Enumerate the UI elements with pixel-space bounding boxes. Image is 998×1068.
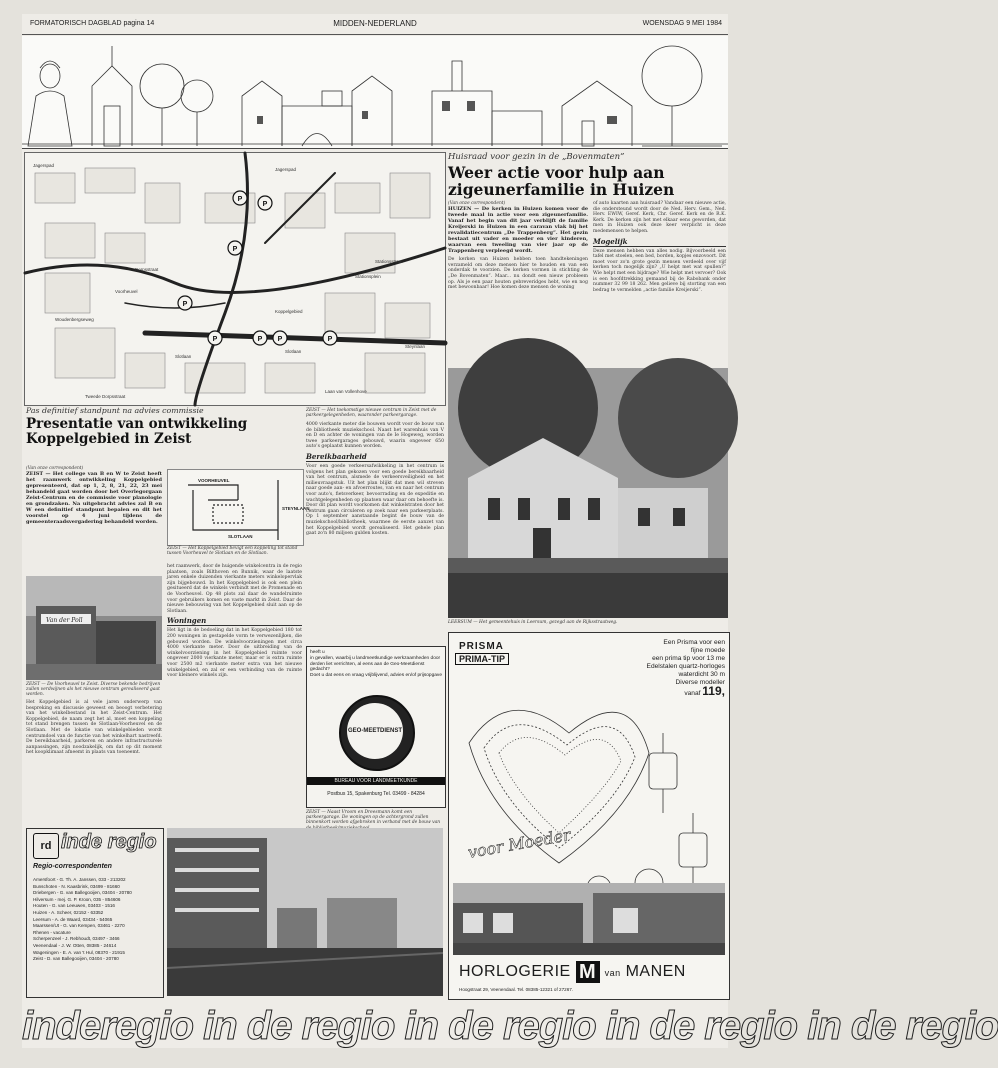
regio-box [26,828,164,998]
bereikbaarheid-subhead: Bereikbaarheid [306,452,444,462]
regio-item: Leersum - A. de Waard, 03434 - 54065 [33,916,113,922]
regio-title: Regio-correspondenten [33,863,112,870]
m-logo-icon: M [576,961,600,983]
van-manen-shop-photo [453,883,725,955]
van-manen-address: Hoogstraat 29, Veenendaal. Tel. 08385-12321 of 27267. [459,987,574,992]
footer-text: inderegio in de regio in de regio in de regio in de regio [22,1004,998,1048]
woningen-subhead: Woningen [167,616,302,626]
zeist2-caption: ZEIST — Naast Vroom en Dreesmann komt een parkeergarage. De woningen op de achtergrond zullen binnenkort worden afgebroken in verband met de bouw van [306,810,441,826]
prisma-line: fijne moede [690,647,725,654]
prisma-line: Diverse modeller [675,679,725,686]
map-label: Koppelgebied [275,309,303,314]
banner-sketch [22,36,728,148]
sketch-drawing [168,470,310,545]
regio-item: Bunschoten - N. Kaasbrink, 03499 - 81660 [33,883,120,889]
regio-item: Scherpenzeel - J. Rebhoudt, 03497 - 3466 [33,936,120,942]
map-label: Slotlaan [175,354,192,359]
geo-seal-text: GEO-MEETDIENST [347,728,402,734]
svg-text:P: P [182,301,188,308]
sketch-label: STEYNLAAN [282,506,310,511]
zeist-article-head [26,406,302,472]
zeist-col3 [306,422,444,642]
map-drawing [25,153,445,405]
geo-address: Postbus 15, Spakenburg Tel. 03499 - 84284 [327,791,425,797]
huizen-article [448,152,726,364]
map-label: Jagerspad [275,167,297,172]
geo-bureau: BUREAU VOOR LANDMEETKUNDE [307,777,445,785]
svg-text:P: P [237,196,243,203]
regio-item: Amersfoort - G. Th. A. Janssen, 033 - 213202 [33,877,126,882]
newspaper-page [22,14,998,1048]
svg-text:P: P [212,336,218,343]
zeist-col3b-text: Voor een goede verkeersafwikkeling in het centrum is volgens het plan gekozen voor een goede bereikbaarheid van het centrum, alsmede de verkeersveiligheid en het milieuvraagstuk. Uit het plan blijkt dat men wil streven naar goede aan- en afvoerroutes, van en naar het centrum voor auto's, fietsverkeer, bevoorrading en de expeditie en wachtgelegenheden op plaatsen waar daar om behoefte is. Door dit plan wordt voorkomen dat winkelstraten door het centrum gaan circuleren op zoek naar een parkeerplaats. Op 1 september aanstaande begint de bouw van de muziekschool/bibliotheek, waarmee de eerste aanzet van het Koppelgebied wordt gerealiseerd. Het gehele plan gaat zo'n 80 miljoen gulden kosten. [306,463,444,537]
zeist-headline: Presentatie van ontwikkeling Koppelgebied in Zeist [26,416,248,447]
map-label: Woudenbergseweg [55,317,94,322]
regio-item: Hilversum - mej. G. P. Kroon, 035 - 854606 [33,896,121,902]
regio-item: Zeist - D. van Ballegooijen, 03404 - 20780 [33,956,119,962]
huizen-subhead: Mogelijk [593,237,726,247]
sketch-caption: ZEIST — Het Koppelgebied bevigt een koppeling tot stand tussen Voorheuvel te Slotlaan en de Slotlaan. [167,546,298,557]
regio-item: Huizen - A. Scheer, 02152 - 63352 [33,909,104,915]
regio-item: Houten - G. van Leeuwen, 03403 - 1516 [33,903,115,909]
inderegio-footer [22,1004,998,1048]
prisma-tip: PRIMA-TIP [455,653,509,665]
svg-text:P: P [257,336,263,343]
prisma-price: 119, [702,684,725,698]
huizen-body: De kerken van Huizen hebben toen handtekeningen verzameld om deze mensen hier te houden en van een onderdak te voorzien. De kerken vormen in stichting de „De Bovenmaten”. Maar... nu dondt een nieuw probleem op. Als je een paar houten gebreveridges hebt, wie en nog met bewoonbaar! Hoe komen deze mensen de woning [448,257,588,291]
map-label: Steynlaan [405,344,426,349]
prisma-brand: PRISMA [459,641,504,652]
zeist-byline: (Van onze correspondent) [26,466,84,471]
voorheuvel-image [26,576,162,680]
sketch-label: SLOTLAAN [228,534,253,539]
zeist-col1: Het Koppelgebied is al vele jaren onderwerp van bespreking en discussie geweest en beoogt verbetering van het winkelbestand in het Zeist-Centrum. Het Koppelgebied, de naam zegt het al, moet een koppeling tot stand brengen tussen de Slotlaan-Voorheuvel en de Slotlaan. Met de lokatie van winkelgebieden wordt centrumdoel van de functie van het winkelhart nastreefd. De bereikbaarheid, parkeren en andere infrastructurele aanpassingen, zijn noodzakelijk, om dat op dit moment het koopklimaat afneemt in plaats van toeneemt. [26,700,162,756]
map-label: Jagerspad [33,163,55,168]
prisma-line: vanaf [684,690,701,697]
prisma-line: Edelstalen quartz-horloges [646,663,725,670]
huizen-byline: (Van onze correspondent) [448,201,506,207]
parkeergarage-photo [167,828,443,996]
header-right: WOENSDAG 9 MEI 1984 [642,20,722,27]
zeist-lead: ZEIST — Het college van B en W te Zeist heeft het raamwerk ontwikkeling Koppelgebied gepresenteerd, dat op 1, 2, 8, 21, 22, 23 mei behandeld gaat worden door het Overlegorgaan Zeist-Centrum en de commissie voor planologie en grondzaken. Na uitgebracht advies zal B en W een definitief standpunt bepalen en dit het voorstel op 4 juni tijdens de gemeenteraadsvergadering behandeld worden. [26,471,162,526]
geo-line-2: in gevallen, waarbij u landmeetkundige werkzaamheden door derden liet verrichten, al eens aan de Geo-Meetdienst gedacht? [310,655,441,673]
voorheuvel-photo [26,576,162,680]
manen-text: MANEN [625,963,686,981]
horlogerie-text: HORLOGERIE [459,963,571,981]
map-label: Tweede Dorpsstraat [85,394,126,399]
illustration-banner [22,36,728,149]
regio-logo-icon: rd [33,833,59,859]
map-label: Voorheuvel [115,289,138,294]
huizen-headline: Weer actie voor hulp aan zigeunerfamilie in Huizen [448,163,675,200]
regio-item: Driebergen - G. van Ballegooijen, 03404 - 20780 [33,890,132,896]
geo-seal [339,695,415,771]
svg-text:P: P [277,336,283,343]
geo-line-1: heeft u [310,650,325,655]
leersum-image [448,368,728,618]
header-left: FORMATORISCH DAGBLAD pagina 14 [30,20,155,27]
geo-meetdienst-ad [306,646,446,808]
huizen-col2b: Deze mensen hebben van alles nodig. Bijvoorbeeld een tafel met stoelen, een bed, borden, kopjes enzovoort. Dit moet voor zo'n grote gezin mensen verdeeld over vijf kerken toch mogelijk zijn? „U helpt met wat spullen?” Wie helpt met een bijdrage? Wie helpt met vervoer? Ook is een hoofdtrekking gemaand bij de Rabobank onder nummer 32 99 18 262. Men gelieve bij storting van een bedrag te vermelden „actie familie Kreijerski”. [593,248,726,293]
prisma-line: waterdicht 30 m [678,671,725,678]
leersum-caption: LEERSUM — Het gemeentehuis in Leersum, gezegd aan de Rijksstraatweg. [448,620,618,625]
regio-item: Veenendaal - J. W. Otten, 08385 - 24614 [33,942,117,948]
geo-line-3: Doet u dat eens en vraag vrijblijvend, advies en/of prijsopgave [310,673,442,679]
zeist-kicker: Pas definitief standpunt na advies commissie [26,406,204,415]
page-header [22,14,728,35]
svg-text:P: P [262,201,268,208]
zeist-col3-text: 4000 vierkante meter die bouwen wordt voor de bouw van de bibliotheek muziekschool. Naast het warenhuis van V en D en achter de woningen van de Ie Hogeweg, worden twee parkeergarages gebouwd, waarin ongeveer 650 auto's geplaatst kunnen worden. [306,422,444,450]
prisma-ad [448,632,730,1000]
map-label: Stationsplein [355,274,381,279]
shop-image [453,883,725,955]
zeist-col2b-text: Het ligt in de bedoeling dat in het Koppelgebied 180 tot 200 woningen in gestapelde vorm te verwezenlijken, die gebouwd worden. De winkelvoorzieningen met circa 4000 vierkante meter. Door de uitbreiding van de winkelvoorziening in het Koppelgebied ruimte voor ongeveer 2000 vierkante meter, maar er is extra ruimte voor 2500 m2 vierkante meter extra van het nieuwe winkelgebied, en zal er een verbinding van de ruimte voor kleinere winkels zijn. [167,628,302,679]
regio-logo-text: inde regio [61,831,157,853]
zeist-lead-block [26,466,162,572]
shop-sign: Van der Poll [46,617,83,624]
map-caption: ZEIST — Het toekomstige nieuwe centrum in Zeist met de parkeergelegenheden, waaronder parkeergarage. [306,408,437,419]
regio-item: Maarssen/Ut - G. van Kempen, 03461 - 2270 [33,923,125,929]
svg-text:P: P [327,336,333,343]
voor-moeder-text: voor Moeder [466,825,573,862]
van-text: van [604,968,621,979]
van-manen-logo [459,961,686,983]
zeist-col2 [167,564,302,822]
regio-item: Rhenen - vacature [33,929,71,935]
koppel-sketch [167,469,310,546]
city-map [24,152,446,406]
regio-item: Wageningen - E. A. van 't Hul, 08370 - 21915 [33,949,125,955]
svg-text:P: P [232,246,238,253]
huizen-lead: HUIZEN — De kerken in Huizen komen voor de tweede maal in actie voor een zigeunerfamilie. Vanaf het begin van dit jaar verblijft de familie Kreijerski in Huizen in een caravan vlak bij het revalidatiecentrum „De Trappenberg”. Het gezin bestaat uit vader en moeder en vier kinderen, waarvan een tweeling van vier jaar op de Trappenberg verpleegd wordt. [448,206,588,255]
map-label: Laan van Vollenhove [325,389,367,394]
huizen-col2: of auto kaarten aan huisraad? Vandaar een nieuwe actie, die ondersteund wordt door de Ned. Herv. Gem., Ned. Herv. EWIW, Geref. Kerk, Chr. Geref. Kerk en de R.K. Kerk. De kerken zijn het met elkaar eens geworden, dat men in Huizen ook deze keer verplicht is deze medemensen te helpen. [593,201,726,235]
map-label: Dorpsstraat [135,267,159,272]
prisma-line: Een Prisma voor een [663,639,725,646]
zeist-col2-text: het raamwerk, door de huigende winkelcentra in de regio plaatsen, zoals Bilthoven en Bunnik, waar de laatste jaren enkele duizenden vierkante meters winkelopervlak zijn bijgebouwd. In het Koppelgebied is ook een plein gesitueerd dat de winkels verbindt met de Promenade en de Voorheuvel. Op 48 plots zal daar de wandelruimte voor gebruikers komen en vaste markt in Zeist. Daar de nieuwe bebouwing van het Koppelgebied sluit aan op de Slotlaan. [167,564,302,614]
parkeergarage-image [167,828,443,996]
leersum-photo [448,368,728,618]
map-label: Slotlaan [285,349,302,354]
sketch-label: VOORHEUVEL [198,478,230,483]
huizen-kicker: Huisraad voor gezin in de „Bovenmaten” [448,152,625,162]
header-center: MIDDEN-NEDERLAND [333,19,417,28]
map-label: Stationsstraat [375,259,403,264]
prisma-line: een prima tip voor 13 me [652,655,725,662]
voorheuvel-caption: ZEIST — De Voorheuvel te Zeist. Diverse bekende bedrijven zullen verdwijnen als het nieuwe centrum gerealiseerd gaat worden. [26,682,161,698]
